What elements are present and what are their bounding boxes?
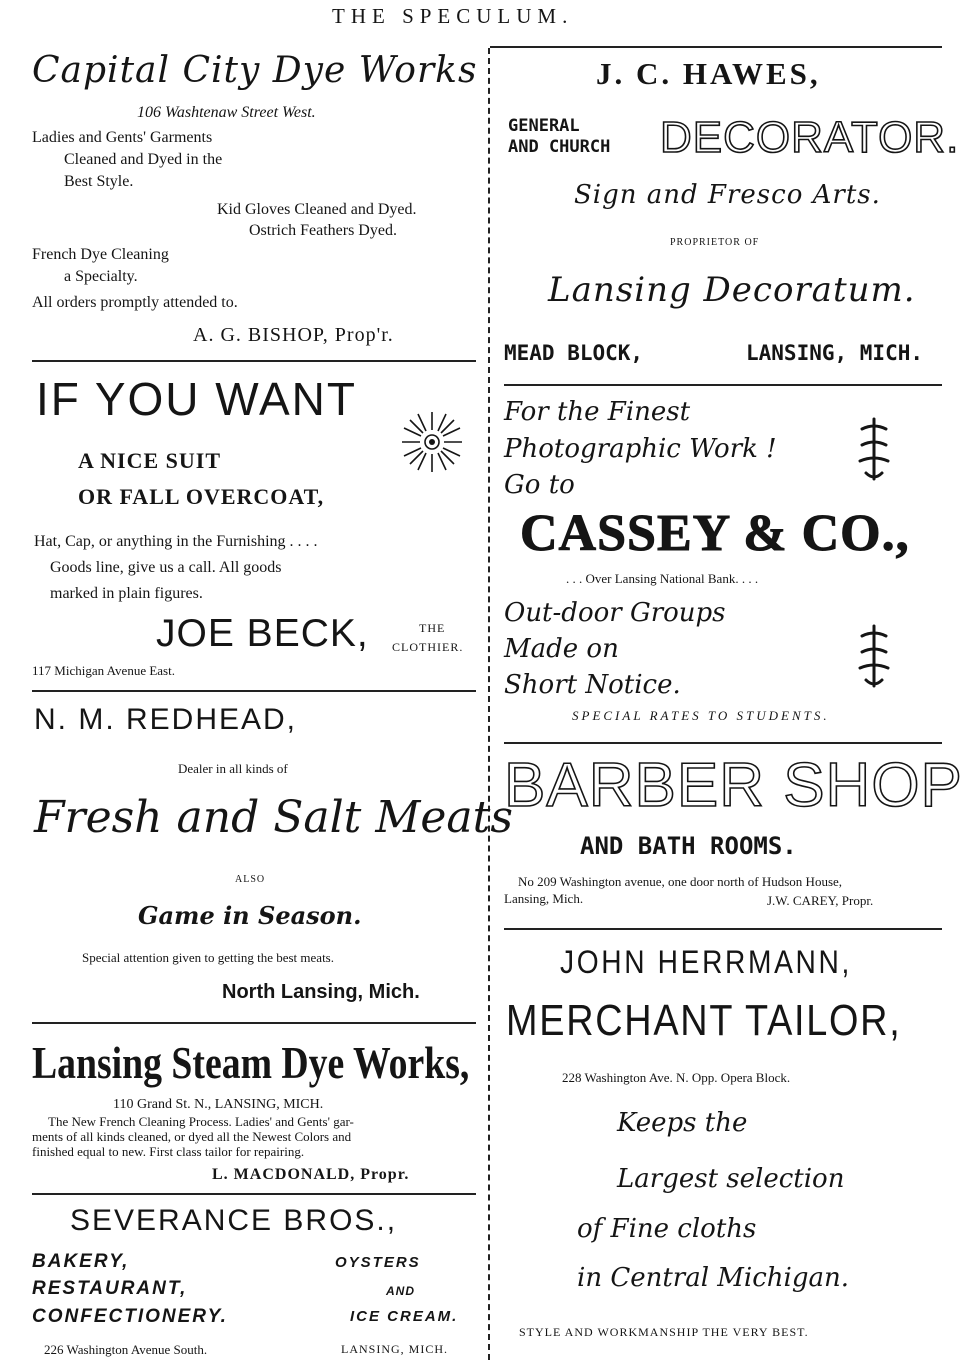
cassey-rates: SPECIAL RATES TO STUDENTS. <box>572 708 830 723</box>
herrmann-style: STYLE AND WORKMANSHIP THE VERY BEST. <box>519 1325 809 1339</box>
sunburst-ornament <box>400 410 464 474</box>
cassey-over: . . . Over Lansing National Bank. . . . <box>566 571 759 586</box>
redhead-game: Game in Season. <box>138 901 362 930</box>
beck-body1: Hat, Cap, or anything in the Furnishing . . . . <box>34 533 318 550</box>
herrmann-trade: MERCHANT TAILOR, <box>506 996 902 1045</box>
capital-line7: a Specialty. <box>64 268 138 285</box>
capital-line1: Ladies and Gents' Garments <box>32 129 213 146</box>
redhead-name: N. M. REDHEAD, <box>34 703 298 736</box>
herrmann-line3: of Fine cloths <box>577 1214 757 1244</box>
hawes-city: LANSING, MICH. <box>746 341 924 365</box>
severance-title: SEVERANCE BROS., <box>70 1204 398 1237</box>
divider-right-3 <box>504 928 942 930</box>
scroll-ornament-top <box>856 415 892 483</box>
severance-restaurant: RESTAURANT, <box>32 1278 188 1299</box>
cassey-out3: Short Notice. <box>504 670 681 700</box>
herrmann-line4: in Central Michigan. <box>577 1263 850 1293</box>
severance-bakery: BAKERY, <box>32 1251 130 1272</box>
severance-confectionery: CONFECTIONERY. <box>32 1306 228 1327</box>
steam-title: Lansing Steam Dye Works, <box>32 1037 470 1088</box>
herrmann-line2: Largest selection <box>617 1164 845 1194</box>
redhead-meats: Fresh and Salt Meats <box>34 792 513 843</box>
divider-right-2 <box>504 742 942 744</box>
herrmann-address: 228 Washington Ave. N. Opp. Opera Block. <box>562 1070 791 1085</box>
capital-title: Capital City Dye Works <box>32 50 478 91</box>
column-divider <box>488 48 490 1360</box>
barber-sub: AND BATH ROOMS. <box>580 832 797 860</box>
hawes-decorator: DECORATOR. <box>660 113 960 162</box>
barber-title: BARBER SHOP <box>504 751 963 820</box>
cassey-line3: Go to <box>504 470 575 500</box>
cassey-out2: Made on <box>504 634 619 664</box>
steam-address: 110 Grand St. N., LANSING, MICH. <box>113 1097 324 1112</box>
divider-right-1 <box>504 384 942 386</box>
capital-address: 106 Washtenaw Street West. <box>137 104 316 121</box>
cassey-out1: Out-door Groups <box>504 598 726 628</box>
beck-clothier: CLOTHIER. <box>392 640 464 654</box>
severance-oysters: OYSTERS <box>335 1254 421 1271</box>
divider-left-2 <box>32 690 476 692</box>
redhead-location: North Lansing, Mich. <box>222 981 420 1003</box>
herrmann-name: JOHN HERRMANN, <box>560 944 852 980</box>
capital-line2: Cleaned and Dyed in the <box>64 151 223 168</box>
beck-line1: A NICE SUIT <box>78 448 222 473</box>
cassey-line1: For the Finest <box>504 397 691 427</box>
severance-and: AND <box>386 1284 415 1298</box>
severance-city: LANSING, MICH. <box>341 1342 448 1356</box>
page-header-title: THE SPECULUM. <box>332 4 574 28</box>
capital-line4: Kid Gloves Cleaned and Dyed. <box>217 201 417 218</box>
capital-line3: Best Style. <box>64 173 134 190</box>
barber-address-1: No 209 Washington avenue, one door north of Hudson House, <box>518 874 843 889</box>
severance-icecream: ICE CREAM. <box>350 1308 459 1325</box>
beck-address: 117 Michigan Avenue East. <box>32 663 175 678</box>
steam-body2: ments of all kinds cleaned, or dyed all the Newest Colors and <box>32 1129 352 1144</box>
hawes-decoratum: Lansing Decoratum. <box>548 270 916 310</box>
beck-headline: IF YOU WANT <box>36 373 357 425</box>
cassey-name: CASSEY & CO., <box>520 505 910 562</box>
hawes-sign: Sign and Fresco Arts. <box>574 180 881 210</box>
beck-line2: OR FALL OVERCOAT, <box>78 484 325 509</box>
hawes-block: MEAD BLOCK, <box>504 341 644 365</box>
hawes-general: GENERAL <box>508 116 580 136</box>
capital-line5: Ostrich Feathers Dyed. <box>249 222 397 239</box>
barber-proprietor: J.W. CAREY, Propr. <box>767 893 874 908</box>
divider-left-3 <box>32 1022 476 1024</box>
hawes-name: J. C. HAWES, <box>596 56 821 91</box>
steam-body3: finished equal to new. First class tailor for repairing. <box>32 1144 305 1159</box>
beck-body3: marked in plain figures. <box>50 585 203 602</box>
steam-body1: The New French Cleaning Process. Ladies' and Gents' gar- <box>48 1114 354 1129</box>
divider-left-4 <box>32 1193 476 1195</box>
herrmann-line1: Keeps the <box>617 1108 748 1138</box>
header-rule <box>490 46 942 48</box>
redhead-also: ALSO <box>235 874 266 885</box>
capital-line8: All orders promptly attended to. <box>32 294 238 311</box>
capital-line6: French Dye Cleaning <box>32 246 169 263</box>
beck-the: THE <box>419 621 446 635</box>
redhead-dealer: Dealer in all kinds of <box>178 761 288 776</box>
divider-left-1 <box>32 360 476 362</box>
hawes-proprietor: PROPRIETOR OF <box>670 237 760 248</box>
severance-address: 226 Washington Avenue South. <box>44 1342 208 1357</box>
scroll-ornament-bottom <box>856 622 892 690</box>
beck-body2: Goods line, give us a call. All goods <box>50 559 282 576</box>
cassey-line2: Photographic Work ! <box>504 434 777 464</box>
redhead-special: Special attention given to getting the best meats. <box>82 950 334 965</box>
barber-address-2: Lansing, Mich. <box>504 891 584 906</box>
beck-name: JOE BECK, <box>156 612 369 655</box>
steam-proprietor: L. MACDONALD, Propr. <box>212 1166 410 1183</box>
capital-proprietor: A. G. BISHOP, Prop'r. <box>193 324 394 346</box>
hawes-church: AND CHURCH <box>508 137 611 157</box>
